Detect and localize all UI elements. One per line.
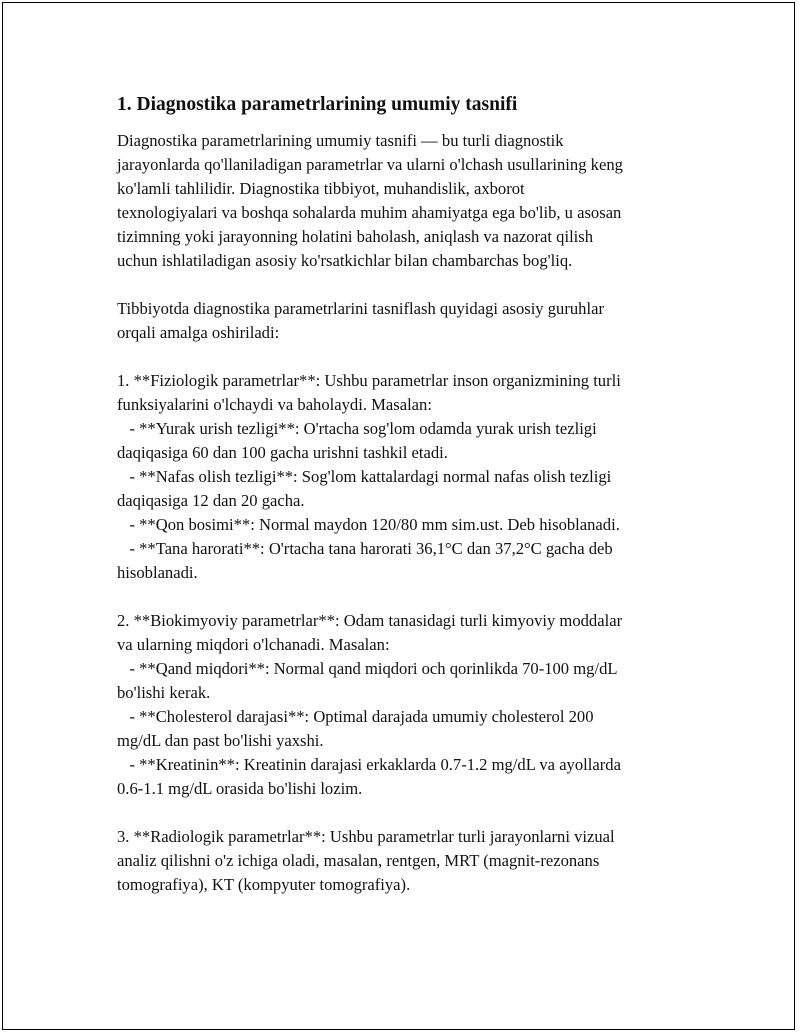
text-line: - **Qand miqdori**: Normal qand miqdori och qorinlikda 70-100 mg/dL	[117, 659, 618, 678]
text-line: texnologiyalari va boshqa sohalarda muhim ahamiyatga ega bo'lib, u asosan	[117, 203, 622, 222]
paragraph	[117, 609, 687, 801]
text-line: mg/dL dan past bo'lishi yaxshi.	[117, 731, 324, 750]
text-line: va ularning miqdori o'lchanadi. Masalan:	[117, 635, 390, 654]
text-line: - **Qon bosimi**: Normal maydon 120/80 mm sim.ust. Deb hisoblanadi.	[117, 515, 620, 534]
text-line: - **Tana harorati**: O'rtacha tana harorati 36,1°C dan 37,2°C gacha deb	[117, 539, 613, 558]
document-body	[117, 92, 687, 921]
text-line: - **Kreatinin**: Kreatinin darajasi erkaklarda 0.7-1.2 mg/dL va ayollarda	[117, 755, 621, 774]
text-line: daqiqasiga 60 dan 100 gacha urishni tashkil etadi.	[117, 443, 448, 462]
text-line: tizimning yoki jarayonning holatini baholash, aniqlash va nazorat qilish	[117, 227, 594, 246]
text-line: 0.6-1.1 mg/dL orasida bo'lishi lozim.	[117, 779, 363, 798]
paragraph	[117, 825, 687, 897]
text-line: tomografiya), KT (kompyuter tomografiya).	[117, 875, 411, 894]
text-line: orqali amalga oshiriladi:	[117, 323, 280, 342]
section-heading: 1. Diagnostika parametrlarining umumiy tasnifi	[117, 94, 518, 115]
paragraph	[117, 369, 687, 585]
text-line: daqiqasiga 12 dan 20 gacha.	[117, 491, 305, 510]
text-line: - **Yurak urish tezligi**: O'rtacha sog'lom odamda yurak urish tezligi	[117, 419, 597, 438]
text-line: - **Cholesterol darajasi**: Optimal darajada umumiy cholesterol 200	[117, 707, 594, 726]
text-line: 1. **Fiziologik parametrlar**: Ushbu parametrlar inson organizmining turli	[117, 371, 621, 390]
text-line: Diagnostika parametrlarining umumiy tasnifi — bu turli diagnostik	[117, 131, 564, 150]
text-line: ko'lamli tahlilidir. Diagnostika tibbiyot, muhandislik, axborot	[117, 179, 525, 198]
paragraph	[117, 129, 687, 273]
text-line: uchun ishlatiladigan asosiy ko'rsatkichlar bilan chambarchas bog'liq.	[117, 251, 573, 270]
text-line: 2. **Biokimyoviy parametrlar**: Odam tanasidagi turli kimyoviy moddalar	[117, 611, 623, 630]
text-line: Tibbiyotda diagnostika parametrlarini tasniflash quyidagi asosiy guruhlar	[117, 299, 604, 318]
text-line: 3. **Radiologik parametrlar**: Ushbu parametrlar turli jarayonlarni vizual	[117, 827, 615, 846]
paragraph-list	[117, 129, 687, 897]
text-line: funksiyalarini o'lchaydi va baholaydi. Masalan:	[117, 395, 432, 414]
text-line: hisoblanadi.	[117, 563, 198, 582]
text-line: - **Nafas olish tezligi**: Sog'lom kattalardagi normal nafas olish tezligi	[117, 467, 612, 486]
text-line: jarayonlarda qo'llaniladigan parametrlar va ularni o'lchash usullarining keng	[117, 155, 623, 174]
paragraph	[117, 297, 687, 345]
text-line: bo'lishi kerak.	[117, 683, 211, 702]
text-line: analiz qilishni o'z ichiga oladi, masalan, rentgen, MRT (magnit-rezonans	[117, 851, 600, 870]
